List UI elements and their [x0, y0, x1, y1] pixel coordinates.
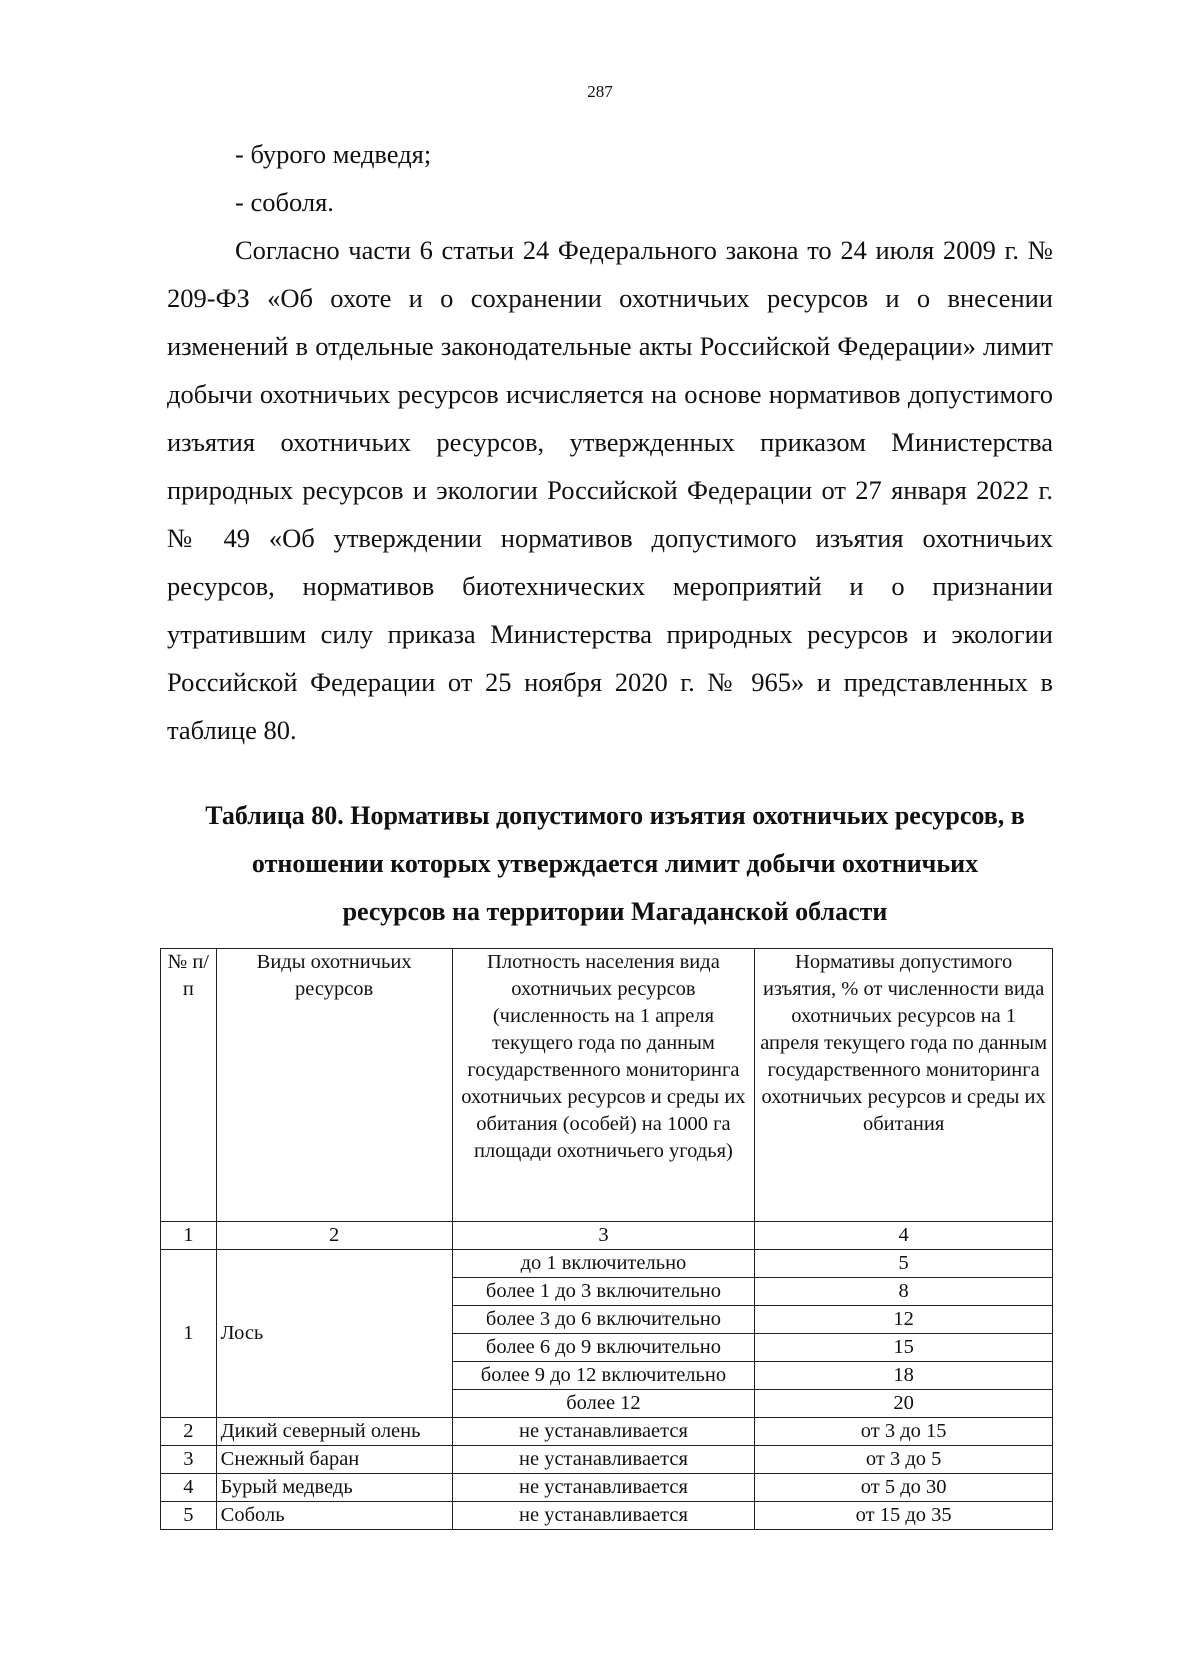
norm-cell: 8 [755, 1278, 1053, 1306]
row-number: 1 [161, 1250, 217, 1418]
table-row [161, 1502, 1053, 1530]
norms-table [160, 948, 1053, 1530]
density-cell: более 12 [452, 1390, 755, 1418]
norm-cell: от 3 до 15 [755, 1418, 1053, 1446]
table-row [161, 1446, 1053, 1474]
body-text [167, 130, 1053, 754]
column-number: 1 [161, 1222, 217, 1250]
species-name: Соболь [216, 1502, 452, 1530]
header-density: Плотность населения вида охотничьих ресурсов (численность на 1 апреля текущего года по данным государственного мониторинга охотничьих ресурсов и среды их обитания (особей) на 1000 га площади охотничьего угодья) [452, 949, 755, 1222]
density-cell: более 9 до 12 включительно [452, 1362, 755, 1390]
species-name: Дикий северный олень [216, 1418, 452, 1446]
norm-cell: 12 [755, 1306, 1053, 1334]
page-number: 287 [587, 82, 613, 101]
header-number: № п/п [161, 949, 217, 1222]
norm-cell: от 15 до 35 [755, 1502, 1053, 1530]
table-header-row [161, 949, 1053, 1222]
row-number: 5 [161, 1502, 217, 1530]
body-paragraph: Согласно части 6 статьи 24 Федерального закона то 24 июля 2009 г. № 209-ФЗ «Об охоте и о сохранении охотничьих ресурсов и о внесении изменений в отдельные законодательные акты Российской Федерации» лимит добычи охотничьих ресурсов исчисляется на основе нормативов допустимого изъятия охотничьих ресурсов, утвержденных приказом Министерства природных ресурсов и экологии Российской Федерации от 27 января 2022 г. № 49 «Об утверждении нормативов допустимого изъятия охотничьих ресурсов, нормативов биотехнических мероприятий и о признании утратившим силу приказа Министерства природных ресурсов и экологии Российской Федерации от 25 ноября 2020 г. № 965» и представленных в таблице 80. [167, 235, 1053, 745]
density-cell: не устанавливается [452, 1502, 755, 1530]
density-cell: не устанавливается [452, 1474, 755, 1502]
density-cell: не устанавливается [452, 1418, 755, 1446]
norm-cell: от 3 до 5 [755, 1446, 1053, 1474]
table-row [161, 1418, 1053, 1446]
norm-cell: от 5 до 30 [755, 1474, 1053, 1502]
norm-cell: 5 [755, 1250, 1053, 1278]
column-number: 3 [452, 1222, 755, 1250]
norm-cell: 15 [755, 1334, 1053, 1362]
column-number-row [161, 1222, 1053, 1250]
species-name: Лось [216, 1250, 452, 1418]
list-item: - соболя. [235, 187, 334, 217]
density-cell: более 6 до 9 включительно [452, 1334, 755, 1362]
table-title: Таблица 80. Нормативы допустимого изъятия охотничьих ресурсов, в отношении которых утверждается лимит добычи охотничьих ресурсов на территории Магаданской области [205, 801, 1025, 926]
column-number: 4 [755, 1222, 1053, 1250]
density-cell: более 1 до 3 включительно [452, 1278, 755, 1306]
norm-cell: 18 [755, 1362, 1053, 1390]
table-row [161, 1250, 1053, 1278]
header-norm: Нормативы допустимого изъятия, % от численности вида охотничьих ресурсов на 1 апреля текущего года по данным государственного мониторинга охотничьих ресурсов и среды их обитания [755, 949, 1053, 1222]
norm-cell: 20 [755, 1390, 1053, 1418]
row-number: 2 [161, 1418, 217, 1446]
density-cell: не устанавливается [452, 1446, 755, 1474]
table-row [161, 1474, 1053, 1502]
column-number: 2 [216, 1222, 452, 1250]
header-species: Виды охотничьих ресурсов [216, 949, 452, 1222]
row-number: 4 [161, 1474, 217, 1502]
density-cell: до 1 включительно [452, 1250, 755, 1278]
species-name: Бурый медведь [216, 1474, 452, 1502]
list-item: - бурого медведя; [235, 139, 432, 169]
row-number: 3 [161, 1446, 217, 1474]
density-cell: более 3 до 6 включительно [452, 1306, 755, 1334]
species-name: Снежный баран [216, 1446, 452, 1474]
